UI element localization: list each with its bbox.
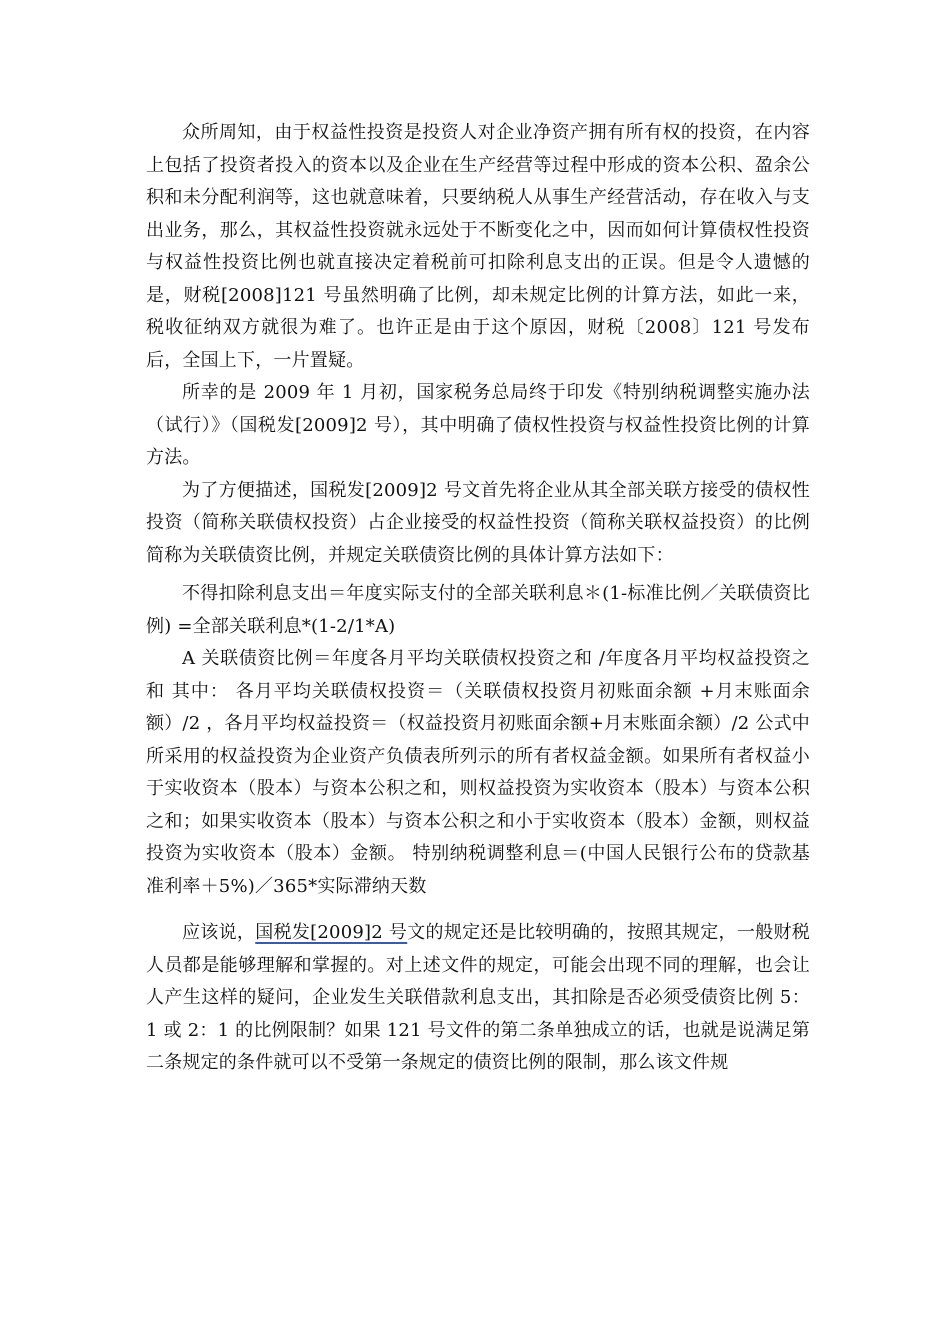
paragraph-debt-ratio-definition: 为了方便描述，国税发[2009]2 号文首先将企业从其全部关联方接受的债权性投资（简称关联债权投资）占企业接受的权益性投资（简称关联权益投资）的比例简称为关联债资比例，并规定关联债资比例的具体计算方法如下： (146, 479, 810, 566)
paragraph-2009-notice: 所幸的是 2009 年 1 月初，国家税务总局终于印发《特别纳税调整实施办法（试行）》（国税发[2009]2 号），其中明确了债权性投资与权益性投资比例的计算方法。 (146, 382, 810, 468)
paragraph-equity-investment: 众所周知，由于权益性投资是投资人对企业净资产拥有所有权的投资，在内容上包括了投资者投入的资本以及企业在生产经营等过程中形成的资本公积、盈余公积和未分配利润等，这也就意味着，只要纳税人从事生产经营活动，存在收入与支出业务，那么，其权益性投资就永远处于不断变化之中，因而如何计算债权性投资与权益性投资比例也就直接决定着税前可扣除利息支出的正误。但是令人遗憾的是，财税[2008]121 号虽然明确了比例，却未规定比例的计算方法，如此一来，税收征纳双方就很为难了。也许正是由于这个原因，财税〔2008〕121 号发布后，全国上下，一片置疑。 (146, 122, 810, 371)
document-reference-link[interactable]: 国税发[2009]2 号 (255, 922, 408, 943)
document-body (146, 117, 810, 1080)
paragraph-interpretation-lead: 应该说， (182, 922, 256, 943)
paragraph-ratio-calculation: A 关联债资比例＝年度各月平均关联债权投资之和 /年度各月平均权益投资之和 其中： 各月平均关联债权投资＝（关联债权投资月初账面余额 +月末账面余额）/2 ，各月平均权益投资＝（权益投资月初账面余额+月末账面余额）/2 公式中所采用的权益投资为企业资产负债表所列示的所有者权益金额。如果所有者权益小于实收资本（股本）与资本公积之和，则权益投资为实收资本（股本）与资本公积之和；如果实收资本（股本）与资本公积之和小于实收资本（股本）金额，则权益投资为实收资本（股本）金额。 特别纳税调整利息＝(中国人民银行公布的贷款基准利率＋5%)／365*实际滞纳天数 (146, 648, 810, 897)
paragraph-interpretation (146, 917, 810, 1080)
paragraph-interpretation-body: 文的规定还是比较明确的，按照其规定，一般财税人员都是能够理解和掌握的。对上述文件的规定，可能会出现不同的理解，也会让人产生这样的疑问，企业发生关联借款利息支出，其扣除是否必须受债资比例 5：1 或 2：1 的比例限制？如果 121 号文件的第二条单独成立的话，也就是说满足第二条规定的条件就可以不受第一条规定的债资比例的限制，那么该文件规 (146, 922, 810, 1073)
paragraph-nondeductible-formula: 不得扣除利息支出＝年度实际支付的全部关联利息＊(1-标准比例／关联债资比例) =全部关联利息*(1-2/1*A) (146, 583, 810, 637)
